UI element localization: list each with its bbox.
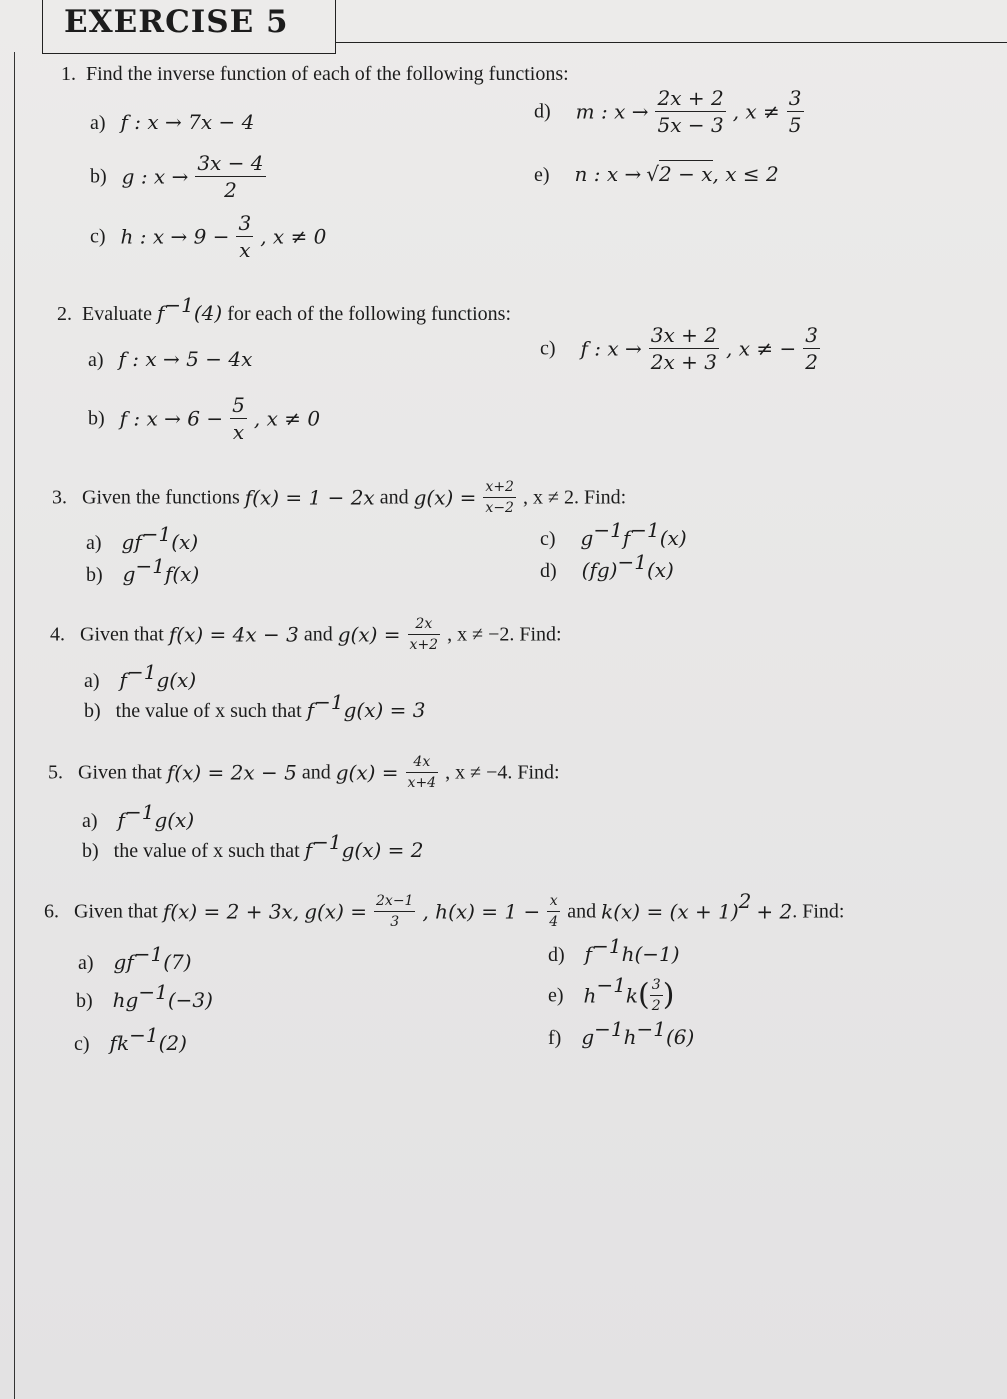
q2-b: b) f : x → 6 − $\frac{5}{x}$ , x ≠ 0	[88, 393, 321, 444]
q3-a: a) $gf^{-1}(x)$	[86, 522, 199, 554]
q3-c: c) $g^{-1}f^{-1}(x)$	[540, 518, 687, 550]
q3-d: d) (fg)$^{-1}$(x)	[540, 550, 674, 582]
margin-rule	[14, 52, 15, 1399]
q4-b: b) the value of x such that $f^{-1}g(x) = 3$	[84, 690, 426, 722]
q1-stem: 1. Find the inverse function of each of the following functions:	[61, 63, 569, 85]
q1-b: b) g : x → $\frac{3x - 4}{2}$	[90, 151, 264, 202]
q6-b: b) $hg^{-1}(-3)$	[76, 980, 213, 1012]
q3-b: b) $g^{-1}f(x)$	[86, 554, 200, 586]
q6-f: f) $g^{-1}h^{-1}(6)$	[548, 1017, 695, 1049]
q1-c: c) h : x → 9 − $\frac{3}{x}$ , x ≠ 0	[90, 211, 327, 262]
q4-a: a) $f^{-1}g(x)$	[84, 660, 197, 692]
q3-stem: 3. Given the functions f(x) = 1 − 2x and g(x) = $\frac{x+2}{x-2}$ , x ≠ 2. Find:	[52, 479, 627, 516]
q1-d: d) m : x → $\frac{2x + 2}{5x - 3}$ , x ≠ $\frac{3}{5}$	[534, 86, 802, 137]
q6-e: e) $h^{-1}k$( $\frac{3}{2}$ )	[548, 973, 675, 1014]
q6-c: c) $fk^{-1}(2)$	[74, 1023, 187, 1055]
page-title: EXERCISE 5	[64, 4, 289, 40]
q5-b: b) the value of x such that $f^{-1}g(x) = 2$	[82, 830, 424, 862]
q6-a: a) $gf^{-1}(7)$	[78, 942, 192, 974]
q5-stem: 5. Given that f(x) = 2x − 5 and g(x) = $\frac{4x}{x+4}$ , x ≠ −4. Find:	[48, 754, 560, 791]
q1-a: a) f : x → 7x − 4	[90, 110, 255, 134]
q5-a: a) $f^{-1}g(x)$	[82, 800, 195, 832]
q4-stem: 4. Given that f(x) = 4x − 3 and g(x) = $\frac{2x}{x+2}$ , x ≠ −2. Find:	[50, 616, 562, 653]
q2-stem: 2. Evaluate $f^{-1}(4)$ for each of the following functions:	[57, 293, 512, 325]
q2-c: c) f : x → $\frac{3x + 2}{2x + 3}$ , x ≠ − $\frac{3}{2}$	[540, 323, 818, 374]
q1-e: e) n : x → √2 − x, x ≤ 2	[534, 162, 779, 186]
q6-d: d) $f^{-1}h(-1)$	[548, 934, 680, 966]
q2-a: a) f : x → 5 − 4x	[88, 347, 253, 371]
q6-stem: 6. Given that f(x) = 2 + 3x, g(x) = $\frac{2x-1}{3}$ , h(x) = 1 − $\frac{x}{4}$ and $k(x) = (x + 1)^2 + 2$. Find:	[44, 889, 845, 930]
header-rule	[336, 42, 1007, 43]
